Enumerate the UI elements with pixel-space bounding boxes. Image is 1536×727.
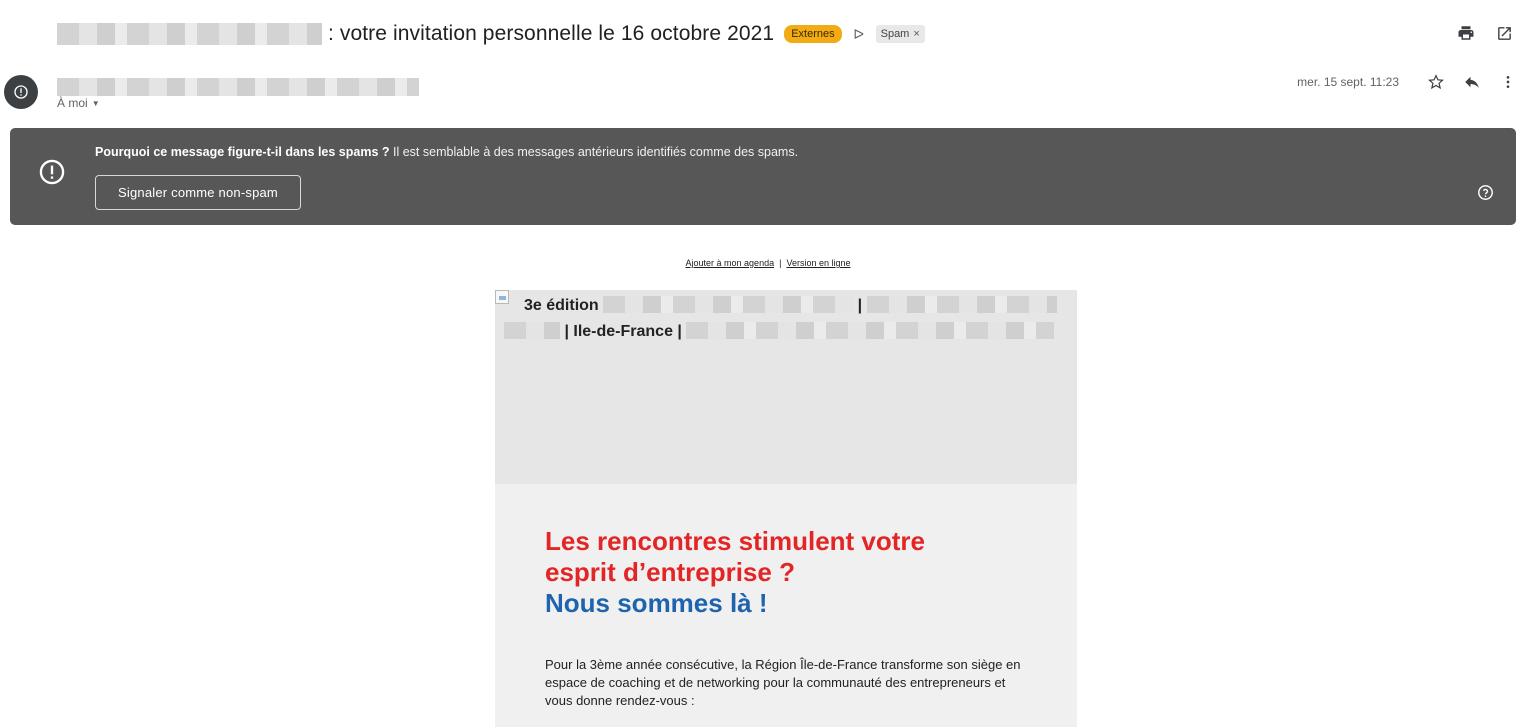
open-new-window-icon[interactable] <box>1494 23 1514 43</box>
email-top-links <box>0 258 1536 268</box>
message-date: mer. 15 sept. 11:23 <box>1297 75 1399 89</box>
alt-region: | Ile-de-France | <box>564 323 682 340</box>
more-vert-icon[interactable] <box>1498 72 1518 92</box>
star-icon[interactable] <box>1426 72 1446 92</box>
remove-label-icon[interactable]: × <box>913 28 920 40</box>
add-to-calendar-link[interactable]: Ajouter à mon agenda <box>685 258 775 268</box>
alt-edition: 3e édition <box>524 297 599 314</box>
spam-label-text: Spam <box>880 28 910 40</box>
externes-badge: Externes <box>784 25 841 43</box>
redacted-subject-part <box>57 23 322 45</box>
email-subject <box>57 21 925 47</box>
redacted-event-location <box>686 322 1054 339</box>
hero-image-placeholder <box>495 290 1077 484</box>
broken-image-icon <box>495 290 509 304</box>
newsletter-content <box>495 290 1077 727</box>
headline-line-2: esprit d’entreprise ? <box>545 557 795 587</box>
banner-message <box>95 145 798 159</box>
link-separator: | <box>779 258 782 268</box>
help-icon[interactable] <box>1477 184 1494 206</box>
online-version-link[interactable]: Version en ligne <box>786 258 851 268</box>
redacted-event-name <box>603 296 853 313</box>
recipient-details[interactable] <box>57 96 100 110</box>
headline-line-1: Les rencontres stimulent votre <box>545 526 925 556</box>
intro-paragraph: Pour la 3ème année consécutive, la Région Île-de-France transforme son siège en espace de coaching et de networking pour la communauté des entrepreneurs et vous donne rendez-vous : <box>545 657 1021 708</box>
subject-text: : votre invitation personnelle le 16 octobre 2021 <box>328 22 775 45</box>
message-actions <box>1426 72 1518 92</box>
spam-alert-icon <box>13 84 29 100</box>
sender-avatar[interactable] <box>4 75 38 109</box>
spam-alert-icon <box>38 158 66 191</box>
redacted-sender-name <box>57 78 419 96</box>
hero-alt-text <box>524 293 1069 345</box>
recipient-label: À moi <box>57 96 88 110</box>
importance-marker-icon[interactable]: ᐅ <box>853 25 864 42</box>
redacted-event-date <box>504 322 560 339</box>
headline-line-3: Nous sommes là ! <box>545 588 768 618</box>
printer-icon[interactable] <box>1456 23 1476 43</box>
reply-icon[interactable] <box>1462 72 1482 92</box>
email-headline <box>545 526 925 619</box>
spam-warning-banner <box>10 128 1516 225</box>
banner-question: Pourquoi ce message figure-t-il dans les spams ? <box>95 145 390 159</box>
chevron-down-icon[interactable]: ▼ <box>91 98 100 108</box>
redacted-event-detail <box>867 296 1057 313</box>
spam-label <box>876 25 925 43</box>
thread-actions <box>1456 23 1514 43</box>
not-spam-button[interactable]: Signaler comme non-spam <box>95 175 301 210</box>
alt-pipe: | <box>857 297 863 314</box>
banner-explanation: Il est semblable à des messages antérieurs identifiés comme des spams. <box>389 145 799 159</box>
